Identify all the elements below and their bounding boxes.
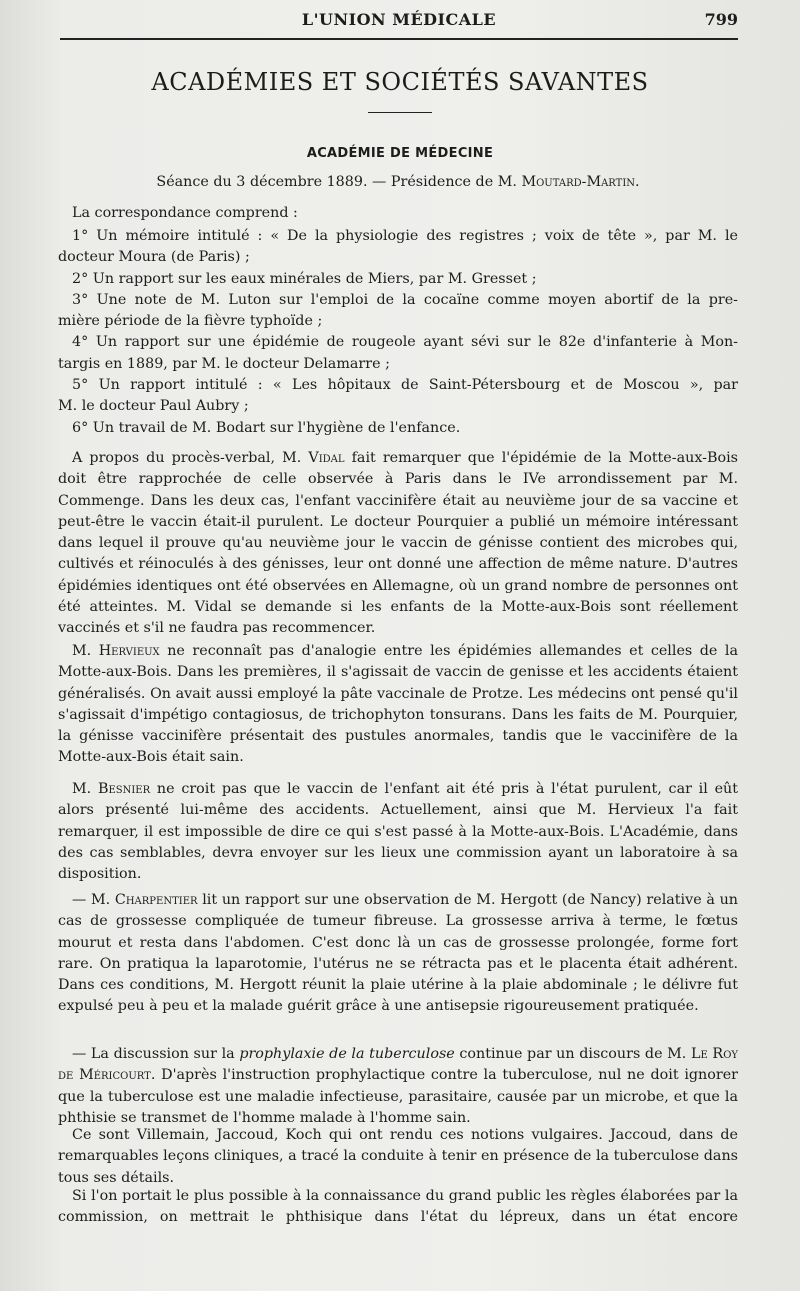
paragraph-text: Ce sont Villemain, Jaccoud, Koch qui ont rendu ces notions vulgaires. Jaccoud, dans de remarquables leçons cliniques, a tracé la conduite à tenir en présence de la tuberculose dans tous ses détails. bbox=[58, 1127, 738, 1186]
list-item: 6° Un travail de M. Bodart sur l'hygiène de l'enfance. bbox=[72, 419, 461, 436]
running-title: L'UNION MÉDICALE bbox=[301, 10, 497, 29]
meeting-prefix: Séance du 3 décembre 1889. — Présidence de M. bbox=[156, 174, 522, 190]
speaker-name: Charpentier bbox=[114, 892, 198, 908]
subsection-title: ACADÉMIE DE MÉDECINE bbox=[306, 146, 494, 161]
meeting-suffix: . bbox=[635, 174, 640, 190]
list-item: 4° Un rapport sur une épidémie de rougeole ayant sévi sur le 82e d'infanterie à Mon- bbox=[72, 334, 738, 351]
paragraph-tuberculose bbox=[58, 1044, 738, 1129]
text-run: — La discussion sur la bbox=[72, 1046, 240, 1062]
speaker-name: Besnier bbox=[97, 781, 151, 797]
italic-topic: prophylaxie de la tuberculose bbox=[239, 1046, 455, 1062]
text-run: — M. bbox=[72, 892, 115, 908]
paragraph-vidal bbox=[58, 448, 738, 640]
text-run: ne croit pas que le vaccin de l'enfant ait été pris à l'état purulent, car il eût alors présenté lui-même des accidents. Actuellement, ainsi que M. Hervieux l'a fait remarquer, il est impossible de dire ce qui s'est passé à la Motte-aux-Bois. L'Académie, dans des cas semblables, devra envoyer sur les lieux une commission ayant un laboratoire à sa disposition. bbox=[58, 781, 738, 883]
paragraph-besnier bbox=[58, 779, 738, 885]
text-run: M. bbox=[72, 643, 99, 659]
running-header bbox=[60, 10, 738, 36]
title-rule bbox=[368, 112, 432, 113]
text-run: A propos du procès-verbal, M. bbox=[72, 450, 309, 466]
list-item-cont: M. le docteur Paul Aubry ; bbox=[58, 398, 249, 415]
list-item-cont: mière période de la fièvre typhoïde ; bbox=[58, 313, 323, 330]
paragraph-commission bbox=[58, 1186, 738, 1229]
header-rule bbox=[60, 38, 738, 40]
list-item: 5° Un rapport intitulé : « Les hôpitaux de Saint-Pétersbourg et de Moscou », par bbox=[72, 377, 738, 394]
paragraph-villemain bbox=[58, 1125, 738, 1189]
paragraph-hervieux bbox=[58, 641, 738, 769]
correspondence-list bbox=[58, 226, 738, 439]
text-run: lit un rapport sur une observation de M. Hergott (de Nancy) relative à un cas de grossesse compliquée de tumeur fibreuse. La grossesse arriva à terme, le fœtus mourut et resta dans l'abdomen. C'est donc là un cas de grossesse prolongée, forme fort rare. On pratiqua la laparotomie, l'utérus ne se rétracta pas et le placenta était adhérent. Dans ces conditions, M. Hergott réunit la plaie utérine à la plaie abdominale ; le délivre fut expulsé peu à peu et la malade guérit grâce à une antisepsie rigoureusement pratiquée. bbox=[58, 892, 738, 1015]
page-number: 799 bbox=[704, 10, 738, 29]
list-item-cont: targis en 1889, par M. le docteur Delamarre ; bbox=[58, 355, 390, 372]
text-run: . D'après l'instruction prophylactique contre la tuberculose, nul ne doit ignorer que la tuberculose est une maladie infectieuse, parasitaire, causée par un microbe, et que la phthisie se transmet de l'homme malade à l'homme sain. bbox=[58, 1067, 738, 1126]
list-item-cont: docteur Moura (de Paris) ; bbox=[58, 249, 250, 266]
speaker-name: Le Roy de Méricourt bbox=[58, 1046, 738, 1084]
correspondence-intro-text: La correspondance comprend : bbox=[72, 205, 298, 221]
meeting-line bbox=[58, 172, 738, 193]
section-title: ACADÉMIES ET SOCIÉTÉS SAVANTES bbox=[151, 68, 649, 96]
paragraph-charpentier bbox=[58, 890, 738, 1018]
list-item: 1° Un mémoire intitulé : « De la physiologie des registres ; voix de tête », par M. le bbox=[72, 228, 738, 244]
correspondence-intro bbox=[58, 203, 738, 224]
text-run: fait remarquer que l'épidémie de la Motte-aux-Bois doit être rapprochée de celle observée à Paris dans le IVe arrondissement par M. Commenge. Dans les deux cas, l'enfant vaccinifère était au neuvième jour de sa vaccine et peut-être le vaccin était-il purulent. Le docteur Pourquier a publié un mémoire intéressant dans lequel il prouve qu'au neuvième jour le vaccin de génisse contient des microbes qui, cultivés et réinoculés à des génisses, leur ont donné une affection de même nature. D'autres épidémies identiques ont été observées en Allemagne, où un grand nombre de personnes ont été atteintes. M. Vidal se demande si les enfants de la Motte-aux-Bois sont réellement vaccinés et s'il ne faudra pas recommencer. bbox=[58, 450, 738, 637]
president-name: Moutard-Martin bbox=[521, 174, 636, 190]
text-run: ne reconnaît pas d'analogie entre les épidémies allemandes et celles de la Motte-aux-Bois. Dans les premières, il s'agissait de vaccin de genisse et les accidents étaient généralisés. On avait aussi employé la pâte vaccinale de Protze. Les médecins ont pensé qu'il s'agissait d'impétigo contagiosus, de trichophyton tonsurans. Dans les faits de M. Pourquier, la génisse vaccinifère présentait des pustules anormales, tandis que le vaccinifère de la Motte-aux-Bois était sain. bbox=[58, 643, 738, 766]
list-item: 3° Une note de M. Luton sur l'emploi de la cocaïne comme moyen abortif de la pre- bbox=[72, 291, 738, 308]
list-item: 2° Un rapport sur les eaux minérales de Miers, par M. Gresset ; bbox=[72, 270, 537, 287]
speaker-name: Hervieux bbox=[98, 643, 160, 659]
paragraph-text: Si l'on portait le plus possible à la connaissance du grand public les règles élaborées par la commission, on mettrait le phthisique dans l'état du lépreux, dans un état encore bbox=[58, 1188, 738, 1226]
speaker-name: Vidal bbox=[308, 450, 345, 466]
text-run: continue par un discours de M. bbox=[454, 1046, 691, 1062]
text-run: M. bbox=[72, 781, 98, 797]
